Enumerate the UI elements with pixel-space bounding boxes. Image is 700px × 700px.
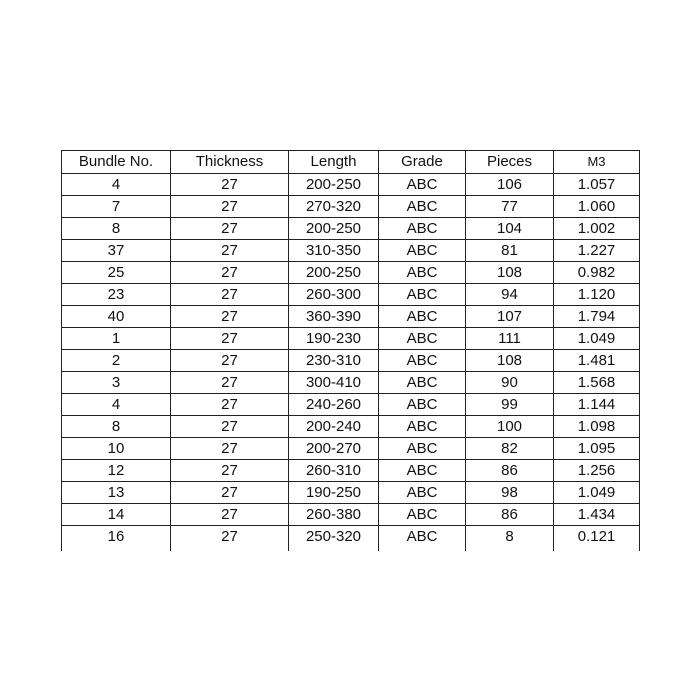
m3-cell: 0.121 xyxy=(554,526,640,548)
bundle-no-cell: 14 xyxy=(62,504,171,526)
pieces-cell: 111 xyxy=(466,328,554,350)
table-row xyxy=(62,218,640,240)
bundle-table xyxy=(61,150,640,551)
bundle-no-cell: 10 xyxy=(62,438,171,460)
bundle-no-cell: 12 xyxy=(62,460,171,482)
pieces-cell: 100 xyxy=(466,416,554,438)
thickness-cell: 27 xyxy=(171,504,289,526)
bundle-no-cell: 37 xyxy=(62,240,171,262)
thickness-cell: 27 xyxy=(171,284,289,306)
length-cell: 270-320 xyxy=(289,196,379,218)
grade-cell: ABC xyxy=(379,372,466,394)
bundle-no-cell: 2 xyxy=(62,350,171,372)
grade-cell: ABC xyxy=(379,240,466,262)
length-cell: 310-350 xyxy=(289,240,379,262)
thickness-cell: 27 xyxy=(171,372,289,394)
table-cell-cutoff xyxy=(379,547,466,551)
pieces-cell: 98 xyxy=(466,482,554,504)
grade-cell: ABC xyxy=(379,460,466,482)
length-cell: 260-380 xyxy=(289,504,379,526)
grade-cell: ABC xyxy=(379,174,466,196)
m3-cell: 1.481 xyxy=(554,350,640,372)
grade-cell: ABC xyxy=(379,306,466,328)
thickness-cell: 27 xyxy=(171,460,289,482)
pieces-cell: 108 xyxy=(466,262,554,284)
m3-cell: 1.144 xyxy=(554,394,640,416)
length-cell: 250-320 xyxy=(289,526,379,548)
grade-cell: ABC xyxy=(379,416,466,438)
table-cell-cutoff xyxy=(289,547,379,551)
length-cell: 190-250 xyxy=(289,482,379,504)
thickness-cell: 27 xyxy=(171,306,289,328)
table-row xyxy=(62,174,640,196)
thickness-cell: 27 xyxy=(171,218,289,240)
length-cell: 190-230 xyxy=(289,328,379,350)
table-row xyxy=(62,284,640,306)
thickness-cell: 27 xyxy=(171,196,289,218)
grade-cell: ABC xyxy=(379,262,466,284)
pieces-cell: 104 xyxy=(466,218,554,240)
table-row xyxy=(62,460,640,482)
length-cell: 200-250 xyxy=(289,262,379,284)
pieces-cell: 86 xyxy=(466,460,554,482)
length-cell: 360-390 xyxy=(289,306,379,328)
thickness-cell: 27 xyxy=(171,350,289,372)
pieces-cell: 108 xyxy=(466,350,554,372)
table-row xyxy=(62,526,640,548)
bundle-no-cell: 8 xyxy=(62,218,171,240)
bundle-no-cell: 4 xyxy=(62,174,171,196)
length-cell: 300-410 xyxy=(289,372,379,394)
bundle-no-cell: 25 xyxy=(62,262,171,284)
m3-cell: 1.120 xyxy=(554,284,640,306)
column-header-thickness: Thickness xyxy=(171,151,289,174)
thickness-cell: 27 xyxy=(171,482,289,504)
table-row xyxy=(62,504,640,526)
thickness-cell: 27 xyxy=(171,438,289,460)
table-row xyxy=(62,372,640,394)
m3-cell: 1.095 xyxy=(554,438,640,460)
column-header-length: Length xyxy=(289,151,379,174)
bundle-no-cell: 1 xyxy=(62,328,171,350)
m3-cell: 0.982 xyxy=(554,262,640,284)
grade-cell: ABC xyxy=(379,218,466,240)
pieces-cell: 86 xyxy=(466,504,554,526)
table-row xyxy=(62,482,640,504)
length-cell: 200-250 xyxy=(289,174,379,196)
m3-cell: 1.434 xyxy=(554,504,640,526)
column-header-m3: M3 xyxy=(554,151,640,174)
thickness-cell: 27 xyxy=(171,262,289,284)
column-header-bundle-no: Bundle No. xyxy=(62,151,171,174)
length-cell: 260-310 xyxy=(289,460,379,482)
m3-cell: 1.256 xyxy=(554,460,640,482)
m3-cell: 1.098 xyxy=(554,416,640,438)
length-cell: 200-240 xyxy=(289,416,379,438)
thickness-cell: 27 xyxy=(171,328,289,350)
bundle-no-cell: 16 xyxy=(62,526,171,548)
length-cell: 230-310 xyxy=(289,350,379,372)
grade-cell: ABC xyxy=(379,350,466,372)
bundle-no-cell: 13 xyxy=(62,482,171,504)
grade-cell: ABC xyxy=(379,438,466,460)
pieces-cell: 106 xyxy=(466,174,554,196)
length-cell: 260-300 xyxy=(289,284,379,306)
bundle-no-cell: 4 xyxy=(62,394,171,416)
pieces-cell: 94 xyxy=(466,284,554,306)
grade-cell: ABC xyxy=(379,196,466,218)
table-row xyxy=(62,240,640,262)
m3-cell: 1.049 xyxy=(554,328,640,350)
m3-cell: 1.002 xyxy=(554,218,640,240)
pieces-cell: 107 xyxy=(466,306,554,328)
thickness-cell: 27 xyxy=(171,394,289,416)
table-cell-cutoff xyxy=(554,547,640,551)
column-header-pieces: Pieces xyxy=(466,151,554,174)
table-row xyxy=(62,196,640,218)
grade-cell: ABC xyxy=(379,284,466,306)
thickness-cell: 27 xyxy=(171,526,289,548)
bundle-no-cell: 3 xyxy=(62,372,171,394)
table-row xyxy=(62,438,640,460)
pieces-cell: 81 xyxy=(466,240,554,262)
length-cell: 200-250 xyxy=(289,218,379,240)
table-row xyxy=(62,416,640,438)
pieces-cell: 8 xyxy=(466,526,554,548)
table-row xyxy=(62,262,640,284)
header-row xyxy=(62,151,640,174)
thickness-cell: 27 xyxy=(171,240,289,262)
table-row xyxy=(62,328,640,350)
table-cell-cutoff xyxy=(466,547,554,551)
grade-cell: ABC xyxy=(379,526,466,548)
m3-cell: 1.568 xyxy=(554,372,640,394)
pieces-cell: 99 xyxy=(466,394,554,416)
bundle-no-cell: 23 xyxy=(62,284,171,306)
table-row-cutoff xyxy=(62,547,640,551)
table-header xyxy=(62,151,640,174)
column-header-grade: Grade xyxy=(379,151,466,174)
table-row xyxy=(62,394,640,416)
table-cell-cutoff xyxy=(62,547,171,551)
thickness-cell: 27 xyxy=(171,416,289,438)
m3-cell: 1.057 xyxy=(554,174,640,196)
m3-cell: 1.060 xyxy=(554,196,640,218)
grade-cell: ABC xyxy=(379,328,466,350)
thickness-cell: 27 xyxy=(171,174,289,196)
table-body xyxy=(62,174,640,552)
length-cell: 240-260 xyxy=(289,394,379,416)
table-cell-cutoff xyxy=(171,547,289,551)
bundle-no-cell: 7 xyxy=(62,196,171,218)
m3-cell: 1.049 xyxy=(554,482,640,504)
length-cell: 200-270 xyxy=(289,438,379,460)
pieces-cell: 90 xyxy=(466,372,554,394)
pieces-cell: 77 xyxy=(466,196,554,218)
bundle-no-cell: 8 xyxy=(62,416,171,438)
table-row xyxy=(62,350,640,372)
pieces-cell: 82 xyxy=(466,438,554,460)
m3-cell: 1.227 xyxy=(554,240,640,262)
grade-cell: ABC xyxy=(379,504,466,526)
bundle-no-cell: 40 xyxy=(62,306,171,328)
grade-cell: ABC xyxy=(379,482,466,504)
m3-cell: 1.794 xyxy=(554,306,640,328)
grade-cell: ABC xyxy=(379,394,466,416)
table-row xyxy=(62,306,640,328)
